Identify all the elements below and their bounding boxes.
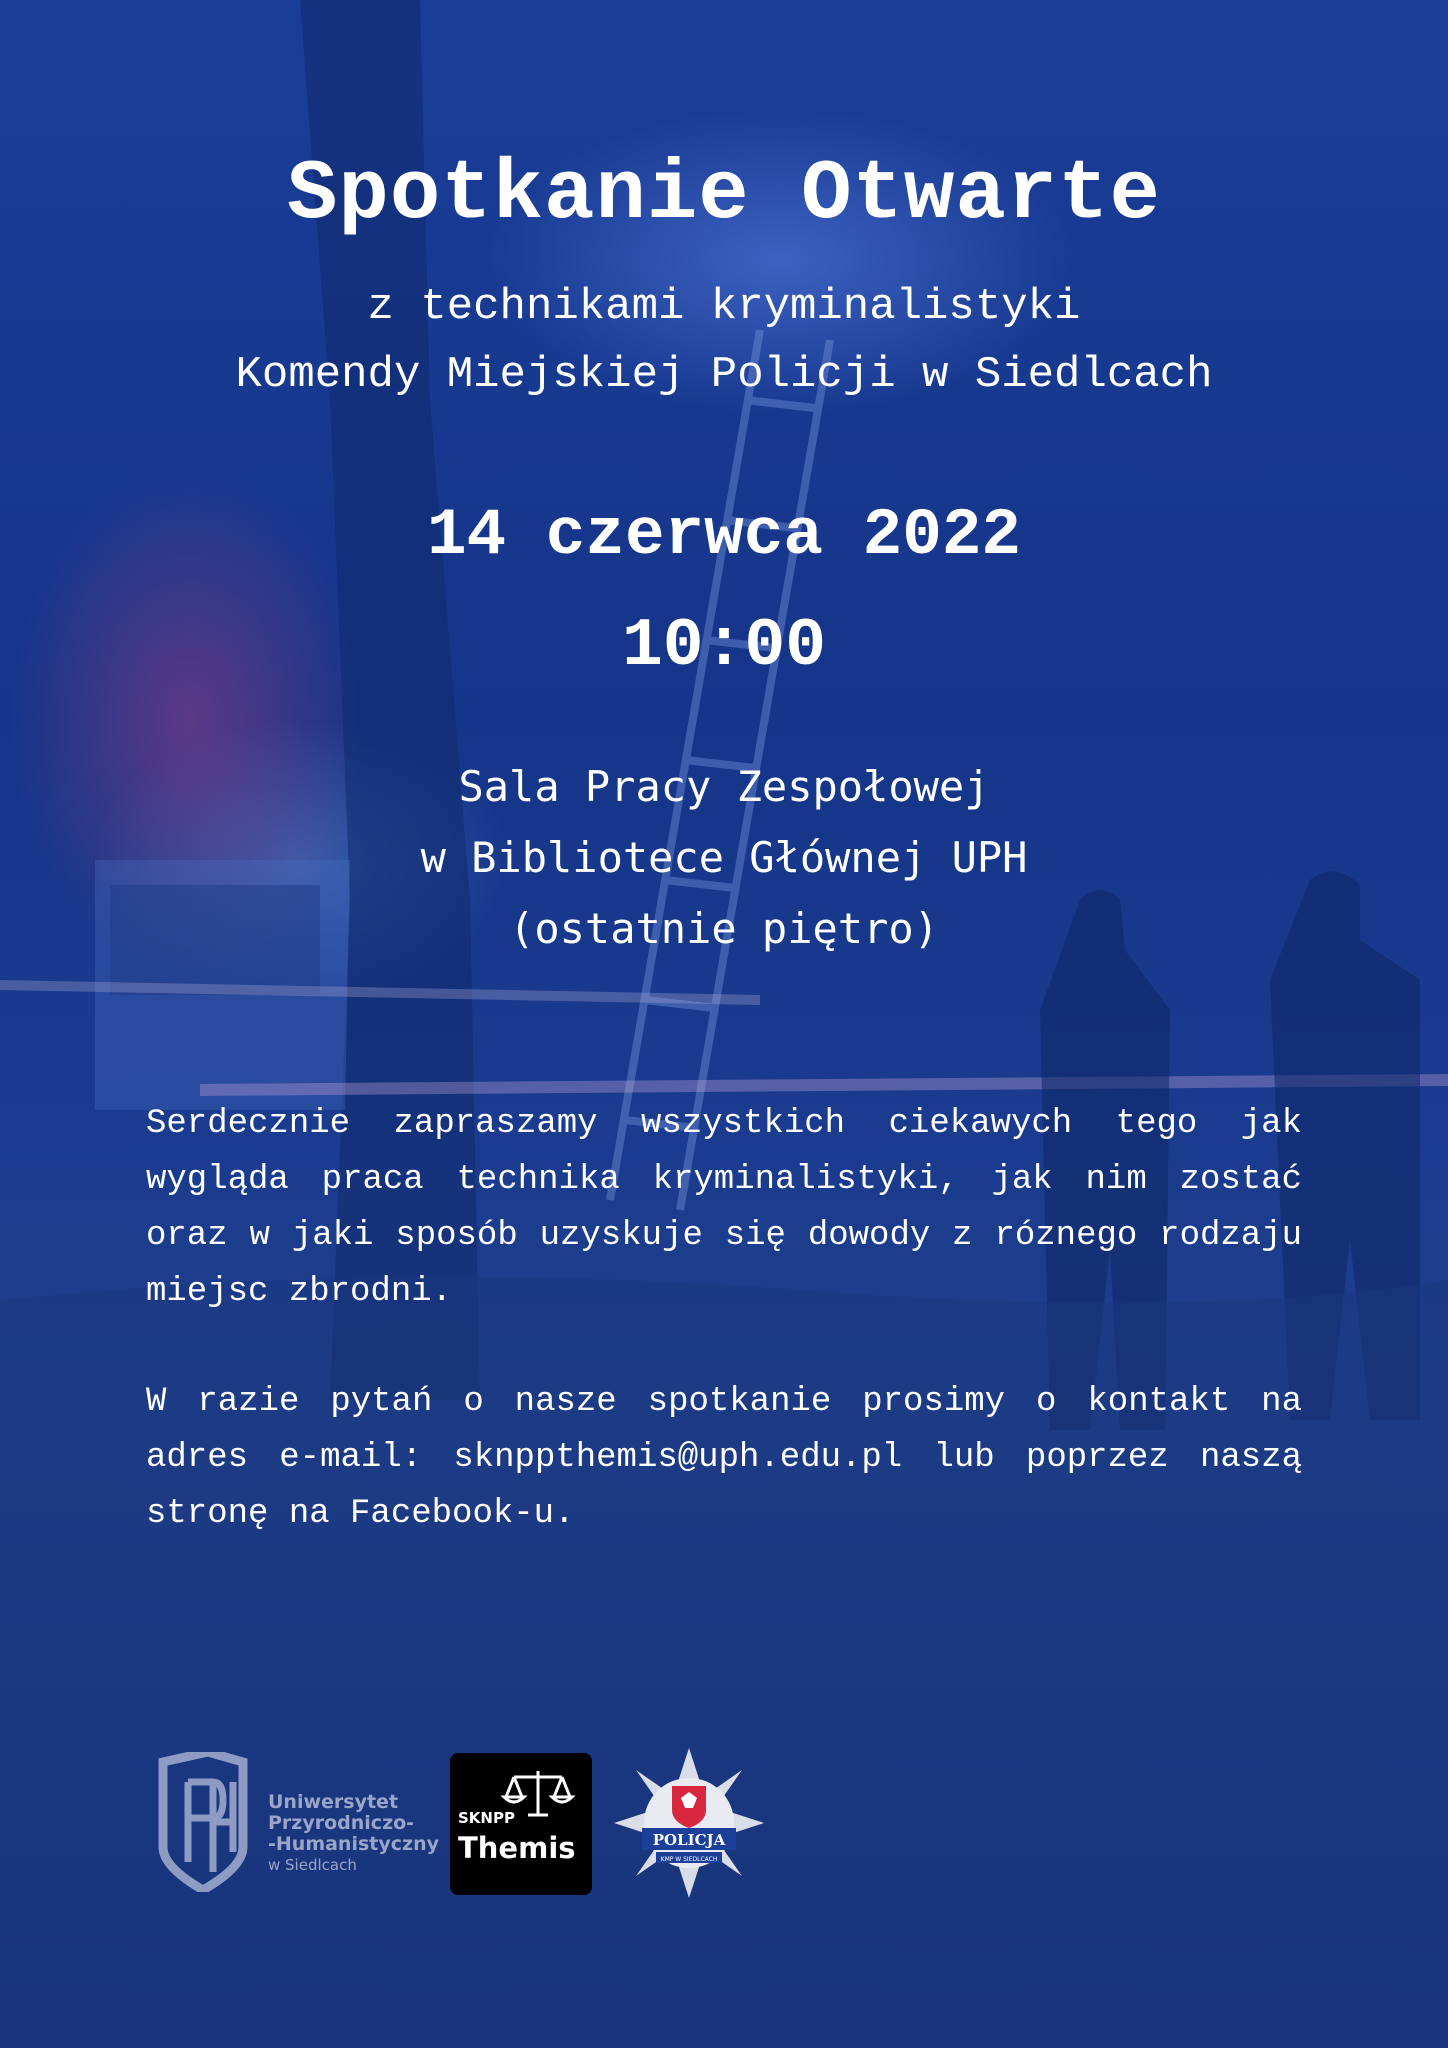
themis-small-label: SKNPP <box>458 1809 515 1827</box>
police-badge-sub: KMP W SIEDLCACH <box>660 1856 718 1863</box>
invitation-paragraph: Serdecznie zapraszamy wszystkich ciekawych tego jak wygląda praca technika kryminalistyki, jak nim zostać oraz w jaki sposób uzyskuje się dowody z róznego rodzaju miejsc zbrodni. <box>146 1105 1302 1311</box>
themis-name: Themis <box>458 1831 576 1865</box>
event-date: 14 czerwca 2022 <box>426 498 1022 573</box>
poster-title: Spotkanie Otwarte <box>287 148 1161 243</box>
event-time: 10:00 <box>621 608 827 685</box>
uph-name-line-4: w Siedlcach <box>268 1856 357 1874</box>
contact-paragraph: W razie pytań o nasze spotkanie prosimy o kontakt na adres e-mail: sknppthemis@uph.edu.pl lub poprzez naszą stronę na Facebook-u. <box>146 1383 1302 1533</box>
uph-logo-text <box>268 1792 439 1876</box>
uph-name-line-1: Uniwersytet <box>268 1791 399 1813</box>
subtitle-line-1: z technikami kryminalistyki <box>367 282 1081 332</box>
police-badge-icon <box>614 1748 764 1898</box>
uph-name-line-3: -Humanistyczny <box>268 1833 439 1855</box>
location-line-2: w Bibliotece Głównej UPH <box>420 833 1028 882</box>
uph-name-line-2: Przyrodniczo- <box>268 1812 415 1834</box>
location-line-3: (ostatnie piętro) <box>509 904 939 953</box>
subtitle-line-2: Komendy Miejskiej Policji w Siedlcach <box>235 350 1213 400</box>
police-badge-name: POLICJA <box>652 1831 726 1849</box>
themis-logo <box>450 1753 592 1895</box>
location-line-1: Sala Pracy Zespołowej <box>458 762 990 811</box>
